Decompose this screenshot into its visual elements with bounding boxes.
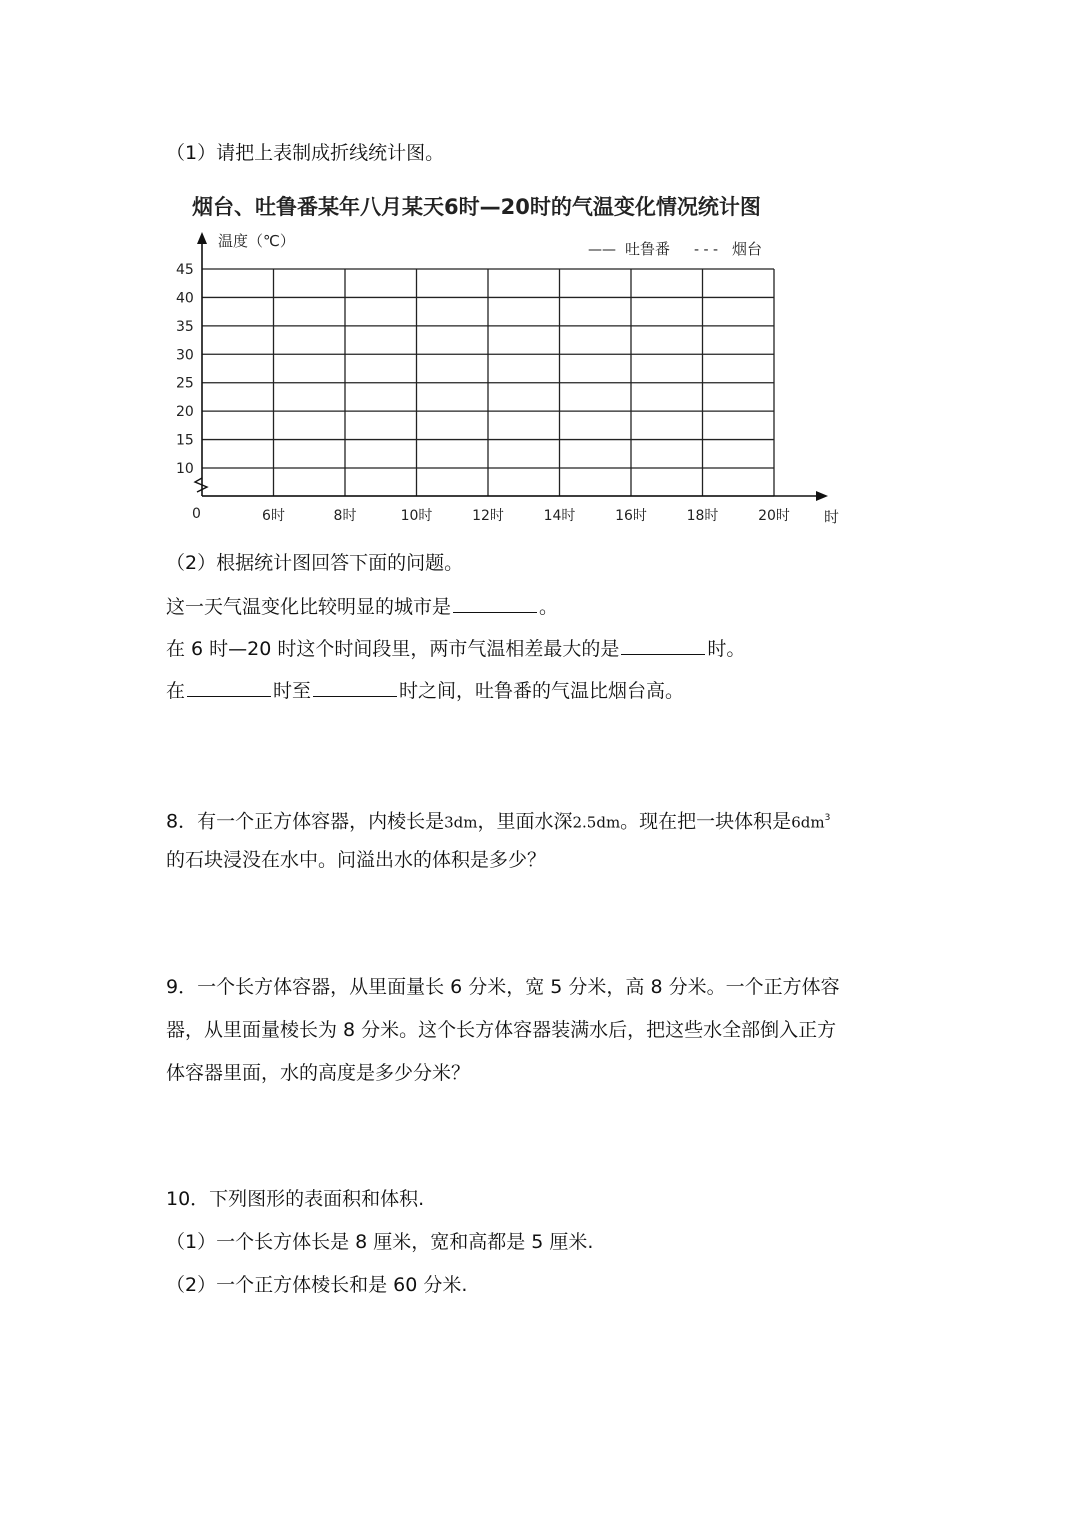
temperature-chart [170, 182, 850, 530]
q8-edge-length: 3dm [444, 813, 478, 832]
q9-line3: 体容器里面，水的高度是多少分米？ [166, 1062, 471, 1084]
y-tick-label: 10 [176, 461, 194, 477]
chart-grid [202, 269, 774, 496]
answer-blank-start-hour[interactable] [187, 678, 271, 697]
q7-line1-end: 。 [539, 596, 559, 618]
q8-text-a: 8．有一个正方体容器，内棱长是 [166, 810, 445, 833]
y-tick-label: 45 [176, 262, 194, 278]
y-tick-label: 35 [176, 318, 194, 335]
q8-water-depth: 2.5dm [572, 813, 621, 832]
legend-symbol-turpan: —— [588, 242, 616, 258]
q7-line1-text: 这一天气温变化比较明显的城市是 [166, 596, 452, 618]
x-tick-label: 8时 [333, 508, 357, 524]
y-tick-label: 25 [176, 375, 194, 392]
q8-stone-volume: 6dm [791, 813, 825, 832]
x-tick-label: 14时 [543, 508, 576, 524]
q7-part1: （1）请把上表制成折线统计图。 [166, 142, 445, 164]
q9-line1: 9．一个长方体容器，从里面量长 6 分米，宽 5 分米，高 8 分米。一个正方体容 [166, 976, 840, 998]
x-tick-label: 10时 [400, 508, 433, 524]
q8-cubic-superscript: 3 [824, 813, 831, 823]
x-tick-label: 6时 [262, 508, 285, 524]
x-tick-label: 12时 [472, 508, 504, 524]
q7-line2-text: 在 6 时—20 时这个时间段里，两市气温相差最大的是 [166, 638, 620, 660]
q7-line2-end: 时。 [707, 638, 746, 660]
q7-line2 [166, 636, 745, 661]
q10-item1: （1）一个长方体长是 8 厘米，宽和高都是 5 厘米. [166, 1231, 594, 1253]
q8-line2: 的石块浸没在水中。问溢出水的体积是多少？ [166, 849, 547, 871]
x-axis-arrow [816, 491, 828, 501]
q8-text-c: 。现在把一块体积是 [620, 810, 792, 833]
q9-line2: 器，从里面量棱长为 8 分米。这个长方体容器装满水后，把这些水全部倒入正方 [166, 1019, 837, 1041]
chart-title: 烟台、吐鲁番某年八月某天6时—20时的气温变化情况统计图 [192, 195, 761, 219]
y-axis-label: 温度（℃） [218, 232, 295, 250]
q7-line3-end: 时之间，吐鲁番的气温比烟台高。 [399, 680, 685, 702]
y-tick-label: 30 [176, 347, 194, 364]
legend-label-yantai: 烟台 [732, 240, 763, 258]
q7-line1 [166, 594, 558, 619]
y-tick-label: 40 [176, 290, 194, 307]
x-axis-label: 时 [824, 508, 840, 526]
answer-blank-end-hour[interactable] [313, 678, 397, 697]
answer-blank-city[interactable] [453, 594, 537, 613]
q7-line3-start: 在 [166, 680, 186, 702]
y-tick-label: 15 [176, 432, 194, 449]
q8-text-b: ，里面水深 [477, 810, 573, 833]
y-axis-arrow [197, 232, 207, 244]
q8-line1 [166, 806, 830, 834]
q10-item2: （2）一个正方体棱长和是 60 分米. [166, 1274, 468, 1296]
chart-legend [588, 240, 762, 258]
q7-part2: （2）根据统计图回答下面的问题。 [166, 552, 464, 574]
axis-break-zigzag [195, 478, 207, 492]
x-tick-labels [262, 508, 790, 524]
y-tick-label: 20 [176, 404, 194, 421]
chart-axes [195, 232, 828, 501]
x-tick-label: 18时 [686, 508, 719, 524]
q7-line3-mid: 时至 [273, 680, 312, 702]
x-tick-label: 20时 [758, 508, 790, 524]
y-tick-labels [176, 262, 194, 477]
q10-title: 10．下列图形的表面积和体积. [166, 1188, 425, 1210]
answer-blank-max-diff-hour[interactable] [621, 636, 705, 655]
legend-label-turpan: 吐鲁番 [625, 240, 671, 258]
q7-line3 [166, 678, 684, 703]
x-tick-label: 16时 [615, 508, 647, 524]
legend-symbol-yantai: - - - [694, 242, 719, 258]
origin-label: 0 [192, 506, 201, 522]
